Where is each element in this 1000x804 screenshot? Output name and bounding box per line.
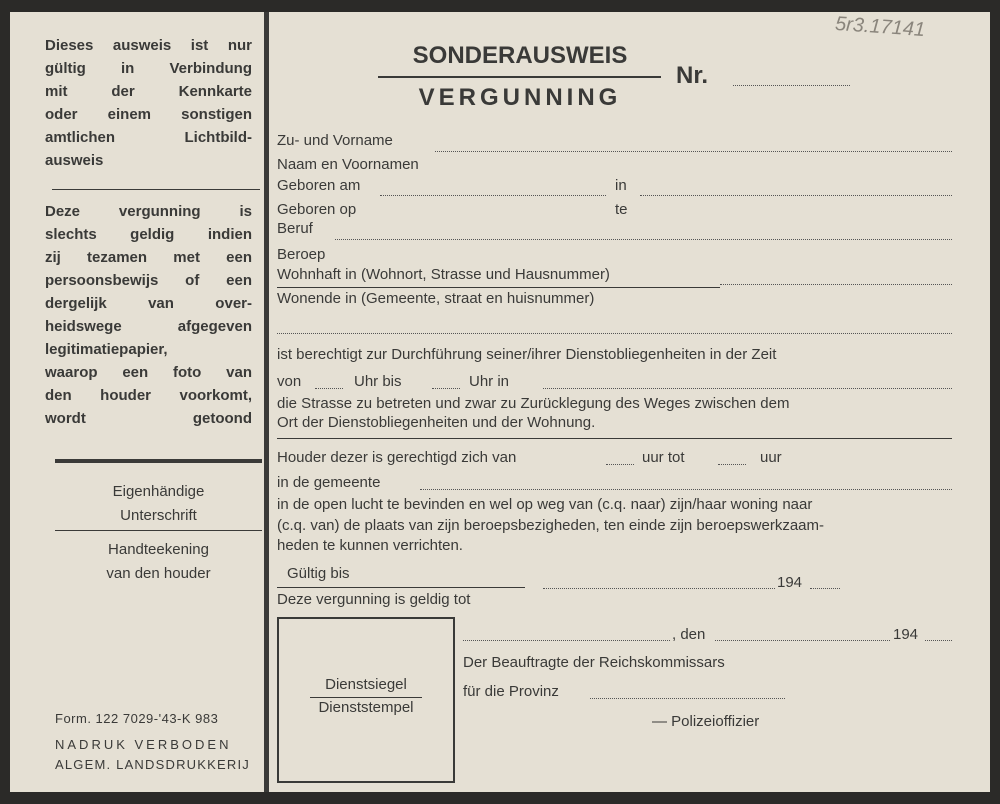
title-rule (378, 76, 661, 78)
birthplace-field[interactable] (640, 195, 952, 196)
notice-line: dergelijk van over- (45, 295, 252, 312)
address-field[interactable] (720, 284, 952, 285)
notice-line: ausweis (45, 152, 104, 169)
dutch-text-1: in de open lucht te bevinden en wel op weg van (c.q. naar) zijn/haar woning naar (277, 496, 813, 513)
year-field[interactable] (810, 588, 840, 589)
vertical-rule (264, 12, 269, 792)
job-label-de: Beruf (277, 220, 313, 237)
name-label-de: Zu- und Vorname (277, 132, 393, 149)
notice-line: Dieses ausweis ist nur (45, 37, 252, 54)
authorization-text-2: die Strasse zu betreten und zwar zu Zurücklegung des Weges zwischen dem (277, 395, 790, 412)
number-label: Nr. (676, 62, 709, 89)
until-time-field[interactable] (432, 388, 460, 389)
holder-text: Houder dezer is gerechtigd zich van (277, 449, 517, 466)
notice-line: den houder voorkomt, (45, 387, 252, 404)
place-field[interactable] (543, 388, 952, 389)
born-label-de: Geboren am (277, 177, 361, 194)
stamp-label-nl: Dienststempel (318, 699, 414, 716)
authorization-text-3: Ort der Dienstobliegenheiten und der Wohnung. (277, 414, 596, 431)
dutch-text-2: (c.q. van) de plaats van zijn beroepsbezigheden, ten einde zijn beroepswerkzaam- (277, 517, 824, 534)
from-label: von (277, 373, 302, 390)
born-label-nl: Geboren op (277, 201, 357, 218)
valid-label-de: Gültig bis (287, 565, 350, 582)
notice-line: waarop een foto van (45, 364, 252, 381)
year-label: 194 (777, 574, 803, 591)
issue-date-field[interactable] (715, 640, 890, 641)
name-label-nl: Naam en Voornamen (277, 156, 419, 173)
signature-label-de: Eigenhändige Unterschrift (112, 483, 205, 524)
handwritten-annotation: 5r3.17141 (834, 12, 926, 42)
valid-date-field[interactable] (543, 588, 775, 589)
job-label-nl: Beroep (277, 246, 326, 263)
until-label: Uhr bis (354, 373, 402, 390)
notice-line: legitimatiepapier, (45, 341, 168, 358)
province-field[interactable] (590, 698, 785, 699)
police-officer-label: — Polizeioffizier (652, 713, 760, 730)
divider (277, 587, 525, 588)
dutch-text-3: heden te kunnen verrichten. (277, 537, 463, 554)
in-label: in (615, 177, 627, 194)
title-nl: VERGUNNING (418, 84, 622, 111)
from-time-field[interactable] (315, 388, 343, 389)
signature-label-nl: Handteekening van den houder (106, 541, 211, 582)
hour-label: uur (760, 449, 782, 466)
from-hour-field[interactable] (606, 464, 634, 465)
in-place-label: Uhr in (469, 373, 510, 390)
until-hour-field[interactable] (718, 464, 746, 465)
form-number: Form. 122 7029-'43-K 983 (55, 711, 219, 726)
reprint-notice: NADRUK VERBODEN (55, 737, 232, 752)
notice-line: gültig in Verbindung (45, 60, 252, 77)
dutch-notice (45, 200, 252, 430)
number-field[interactable] (733, 85, 850, 86)
municipality-label: in de gemeente (277, 474, 381, 491)
divider (52, 189, 260, 190)
divider (277, 438, 952, 439)
authorization-text: ist berechtigt zur Durchführung seiner/ihrer Dienstobliegenheiten in der Zeit (277, 346, 777, 363)
birthdate-field[interactable] (380, 195, 606, 196)
valid-label-nl: Deze vergunning is geldig tot (277, 591, 471, 608)
place-issued-field[interactable] (463, 640, 670, 641)
notice-line: oder einem sonstigen (45, 106, 252, 123)
thick-divider (55, 459, 262, 463)
notice-line: Deze vergunning is (45, 203, 252, 220)
notice-line: zij tezamen met een (45, 249, 252, 266)
notice-line: mit der Kennkarte (45, 83, 252, 100)
stamp-label-de: Dienstsiegel (325, 676, 407, 693)
date-label: , den (672, 626, 706, 643)
divider (277, 287, 720, 288)
title-de: SONDERAUSWEIS (412, 42, 628, 69)
until-label-nl: uur tot (642, 449, 685, 466)
notice-line: amtlichen Lichtbild- (45, 129, 252, 146)
job-field[interactable] (335, 239, 952, 240)
divider (310, 697, 422, 698)
te-label: te (615, 201, 628, 218)
notice-line: persoonsbewijs of een (45, 272, 252, 289)
province-label: für die Provinz (463, 683, 559, 700)
address-label-nl: Wonende in (Gemeente, straat en huisnummer) (277, 290, 595, 307)
name-field[interactable] (435, 151, 952, 152)
divider (55, 530, 262, 531)
german-notice (45, 34, 252, 172)
notice-line: wordt getoond (45, 410, 252, 427)
printer-name: ALGEM. LANDSDRUKKERIJ (55, 757, 250, 772)
municipality-field[interactable] (420, 489, 952, 490)
year-label-2: 194 (893, 626, 919, 643)
official-label: Der Beauftragte der Reichskommissars (463, 654, 725, 671)
year-field-2[interactable] (925, 640, 952, 641)
notice-line: heidswege afgegeven (45, 318, 252, 335)
address-label-de: Wohnhaft in (Wohnort, Strasse und Hausnummer) (277, 266, 610, 283)
address-field-2[interactable] (277, 333, 952, 334)
notice-line: slechts geldig indien (45, 226, 252, 243)
